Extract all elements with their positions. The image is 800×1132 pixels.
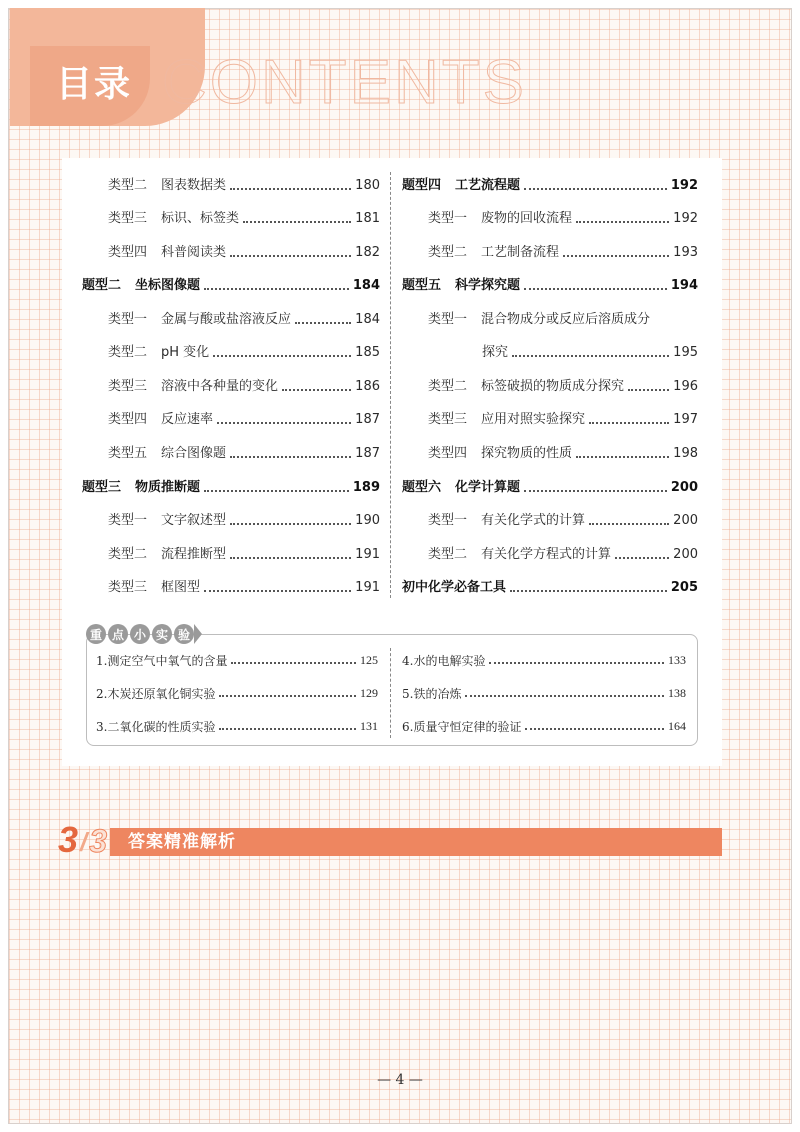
toc-entry[interactable]: 类型三 溶液中各种量的变化 186 <box>108 379 380 394</box>
toc-entry[interactable]: 类型四 探究物质的性质 198 <box>428 446 698 461</box>
experiment-entry[interactable]: 4.水的电解实验 133 <box>402 652 686 668</box>
toc-section-heading[interactable]: 题型二 坐标图像题 184 <box>82 278 380 293</box>
toc-entry[interactable]: 类型二 有关化学方程式的计算 200 <box>428 547 698 562</box>
section-number: 3 / 3 <box>58 819 108 860</box>
page-subtitle: CONTENTS <box>162 48 527 117</box>
experiments-divider <box>390 648 391 738</box>
toc-section-heading[interactable]: 题型三 物质推断题 189 <box>82 480 380 495</box>
toc-entry[interactable]: 类型一 金属与酸或盐溶液反应 184 <box>108 312 380 327</box>
tag-char: 重 <box>86 624 106 644</box>
tag-char: 实 <box>152 624 172 644</box>
toc-entry[interactable]: 类型四 科普阅读类 182 <box>108 245 380 260</box>
tag-char: 小 <box>130 624 150 644</box>
toc-section-heading[interactable]: 题型五 科学探究题 194 <box>402 278 698 293</box>
experiment-entry[interactable]: 1.测定空气中氧气的含量 125 <box>96 652 378 668</box>
page-title: 目录 <box>56 64 133 105</box>
tag-arrow-icon <box>194 624 202 644</box>
toc-entry[interactable]: 类型二 工艺制备流程 193 <box>428 245 698 260</box>
tag-char: 验 <box>174 624 194 644</box>
toc-entry[interactable]: 类型五 综合图像题 187 <box>108 446 380 461</box>
section-title: 答案精准解析 <box>128 832 236 852</box>
toc-entry[interactable]: 类型一 废物的回收流程 192 <box>428 211 698 226</box>
experiment-entry[interactable]: 6.质量守恒定律的验证 164 <box>402 718 686 734</box>
toc-entry[interactable]: 类型二 标签破损的物质成分探究 196 <box>428 379 698 394</box>
toc-section-heading[interactable]: 初中化学必备工具 205 <box>402 580 698 595</box>
toc-entry[interactable]: 类型二 pH 变化 185 <box>108 345 380 360</box>
toc-entry[interactable]: 类型二 流程推断型 191 <box>108 547 380 562</box>
toc-entry[interactable]: 类型四 反应速率 187 <box>108 412 380 427</box>
toc-entry[interactable]: 类型三 应用对照实验探究 197 <box>428 412 698 427</box>
toc-entry[interactable]: 类型三 框图型 191 <box>108 580 380 595</box>
experiment-entry[interactable]: 2.木炭还原氧化铜实验 129 <box>96 685 378 701</box>
toc-entry[interactable]: 类型一 有关化学式的计算 200 <box>428 513 698 528</box>
toc-section-heading[interactable]: 题型四 工艺流程题 192 <box>402 178 698 193</box>
toc-entry-wrap[interactable]: 类型一 混合物成分或反应后溶质成分 <box>428 312 651 327</box>
page-number: — 4 — <box>377 1072 423 1088</box>
section-bar[interactable] <box>110 828 722 856</box>
toc-entry[interactable]: 类型三 标识、标签类 181 <box>108 211 380 226</box>
experiment-entry[interactable]: 3.二氧化碳的性质实验 131 <box>96 718 378 734</box>
column-divider <box>390 172 391 598</box>
experiments-tag <box>86 624 202 644</box>
toc-entry[interactable]: 类型一 文字叙述型 190 <box>108 513 380 528</box>
experiment-entry[interactable]: 5.铁的冶炼 138 <box>402 685 686 701</box>
toc-entry[interactable]: 类型二 图表数据类 180 <box>108 178 380 193</box>
tag-char: 点 <box>108 624 128 644</box>
toc-entry[interactable]: 探究 195 <box>482 345 698 360</box>
toc-section-heading[interactable]: 题型六 化学计算题 200 <box>402 480 698 495</box>
